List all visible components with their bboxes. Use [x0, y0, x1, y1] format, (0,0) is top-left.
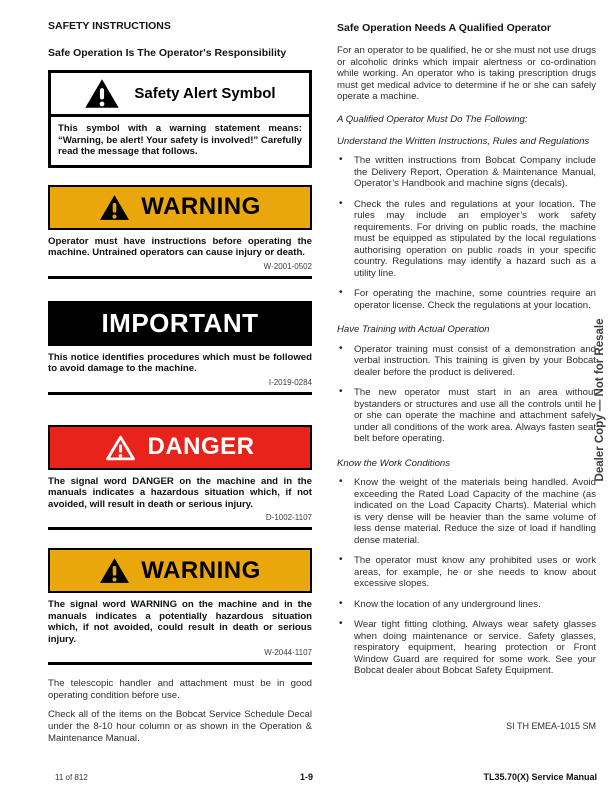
warning-triangle-icon: [99, 557, 130, 584]
document-code: SI TH EMEA-1015 SM: [506, 720, 596, 731]
warning-banner: [48, 185, 312, 230]
bullet-item: • Know the weight of the materials being handled. Avoid exceeding the Rated Load Capacity of the machine (as indicated on the Load Capacity Charts). Material which is very dense will be heavier than the same volume of less dense material. Reduce the size of load if handling dense material.: [337, 477, 596, 546]
bullet-item: • Wear tight fitting clothing. Always wear safety glasses when doing maintenance or service. Safety glasses, respiratory equipment, hearing protection or Front Window Guard are required for some work. See your Bobcat dealer about Bobcat Safety Equipment.: [337, 619, 596, 677]
danger-triangle-icon: [105, 434, 136, 461]
section-work-conditions: [337, 458, 596, 677]
bullet-item: • Know the location of any underground lines.: [337, 599, 596, 611]
section-heading: Have Training with Actual Operation: [337, 324, 490, 335]
notice-important: [48, 301, 312, 395]
section-heading: Understand the Written Instructions, Rules and Regulations: [337, 135, 590, 147]
notice-code: D-1002-1107: [265, 513, 312, 522]
divider-rule: [48, 662, 312, 665]
important-banner: [48, 301, 312, 346]
page-title: SAFETY INSTRUCTIONS: [48, 20, 171, 32]
warning-triangle-icon: [99, 194, 130, 221]
footer-page-number: 1-9: [299, 772, 313, 782]
bullet-item: • The written instructions from Bobcat Company include the Delivery Report, Operation & Maintenance Manual, Operator’s Handbook and machine signs (decals).: [337, 155, 596, 190]
banner-word: DANGER: [147, 433, 255, 460]
notice-text: The signal word WARNING on the machine and in the manuals indicates a potentially hazardous situation which, if not avoided, could result in death or serious injury.: [48, 599, 312, 645]
banner-word: WARNING: [141, 193, 261, 220]
bullet-item: • Operator training must consist of a demonstration and verbal instruction. This training is given by your Bobcat dealer before the product is delivered.: [337, 344, 596, 379]
intro-paragraph: For an operator to be qualified, he or she must not use drugs or alcoholic drinks which impair alertness or co-ordination while working. An operator who is taking prescription drugs must get medical advice to determine if he or she can safely operate a machine.: [337, 45, 596, 102]
section-title: Safe Operation Needs A Qualified Operator: [337, 22, 551, 34]
dealer-copy-watermark: Dealer Copy — Not for Resale: [594, 318, 606, 482]
footer-page-count: 11 of 812: [55, 773, 88, 782]
notice-warning-2: [48, 548, 312, 665]
safety-alert-symbol-box: [48, 70, 312, 168]
paragraph: Check all of the items on the Bobcat Service Schedule Decal under the 8-10 hour column or as shown in the Operation & Maintenance Manual.: [48, 709, 312, 744]
bullet-item: • The operator must know any prohibited uses or work areas, for example, he or she needs to know about excessive slopes.: [337, 555, 596, 590]
section-heading: Know the Work Conditions: [337, 457, 451, 469]
notice-warning-1: [48, 185, 312, 279]
lead-line: A Qualified Operator Must Do The Following:: [337, 113, 528, 125]
safety-alert-triangle-icon: [84, 78, 120, 109]
notice-text: The signal word DANGER on the machine and in the manuals indicates a hazardous situation which, if not avoided, will result in death or serious injury.: [48, 475, 312, 510]
section-training: [337, 324, 596, 445]
danger-banner: [48, 425, 312, 470]
divider-rule: [48, 276, 312, 279]
bullet-item: • Check the rules and regulations at your location. The rules may include an employer’s work safety requirements. For driving on public roads, the machine must be equipped as stipulated by the local regulations authorising operation on public roads in your specific country. Regulations may identify a hazard such as a utility line.: [337, 199, 596, 280]
right-column: [337, 22, 596, 731]
notice-code: W-2001-0502: [263, 261, 312, 271]
closing-paragraphs: [48, 678, 312, 745]
bullet-item: • The new operator must start in an area without bystanders or structures and use all the controls until he or she can operate the machine and attachment safely under all conditions of the work area. Always fasten seat belt before operating.: [337, 387, 596, 445]
notice-code: W-2044-1107: [264, 648, 312, 657]
safety-alert-title: Safety Alert Symbol: [134, 85, 276, 102]
footer-manual-title: TL35.70(X) Service Manual: [483, 772, 597, 782]
banner-word: WARNING: [141, 556, 261, 584]
warning-banner: [48, 548, 312, 593]
section-understand: [337, 136, 596, 312]
banner-word: IMPORTANT: [101, 307, 259, 338]
notice-text: This notice identifies procedures which must be followed to avoid damage to the machine.: [48, 351, 312, 374]
divider-rule: [48, 392, 312, 395]
section-subtitle: Safe Operation Is The Operator's Responsibility: [48, 47, 287, 59]
divider-rule: [48, 527, 312, 530]
left-column: [48, 20, 312, 753]
paragraph: The telescopic handler and attachment must be in good operating condition before use.: [48, 678, 312, 701]
safety-alert-body: This symbol with a warning statement means: “Warning, be alert! Your safety is involved!” Carefully read the message that follows.: [58, 123, 302, 157]
safety-alert-header: [51, 73, 309, 117]
notice-code: I-2019-0284: [268, 377, 312, 387]
notice-danger: [48, 425, 312, 531]
notice-text: Operator must have instructions before operating the machine. Untrained operators can cause injury or death.: [48, 235, 312, 258]
bullet-item: • For operating the machine, some countries require an operator license. Check the regulations at your location.: [337, 288, 596, 311]
